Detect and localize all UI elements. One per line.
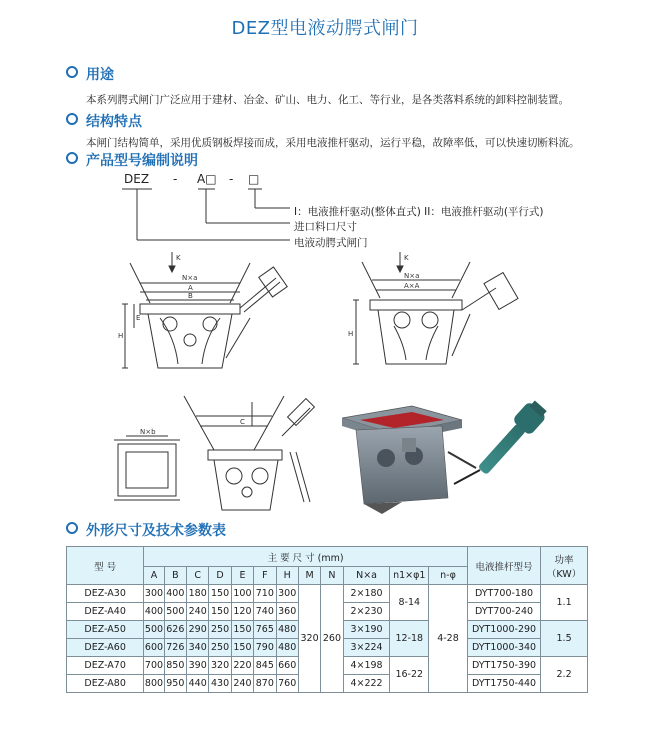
header-col: n-φ <box>429 567 468 585</box>
model-code-suffix: □ <box>248 172 260 186</box>
cell-h: 360 <box>276 603 298 621</box>
label-c: C <box>240 418 245 426</box>
cell-pusher: DYT700-180 <box>467 585 540 603</box>
cell-f: 740 <box>254 603 276 621</box>
section-heading-text: 产品型号编制说明 <box>86 153 198 169</box>
header-col: n1×φ1 <box>390 567 429 585</box>
header-col: C <box>187 567 209 585</box>
cell-pusher: DYT1750-440 <box>467 675 540 693</box>
model-code-leader-lines <box>0 0 650 260</box>
spec-table <box>66 546 588 693</box>
cell-model: DEZ-A30 <box>67 585 144 603</box>
header-col: N <box>321 567 343 585</box>
cell-b: 950 <box>164 675 186 693</box>
cell-e: 150 <box>231 639 253 657</box>
header-pusher: 电液推杆型号 <box>467 547 540 585</box>
cell-nxa: 4×222 <box>343 675 390 693</box>
label-e: E <box>136 314 141 322</box>
cell-e: 220 <box>231 657 253 675</box>
cell-nxa: 4×198 <box>343 657 390 675</box>
cell-f: 765 <box>254 621 276 639</box>
model-code-dash: - <box>229 172 234 186</box>
cell-b: 626 <box>164 621 186 639</box>
cell-n1: 8-14 <box>390 585 429 621</box>
cell-power: 1.5 <box>541 621 588 657</box>
cell-c: 440 <box>187 675 209 693</box>
cell-h: 480 <box>276 639 298 657</box>
header-col: E <box>231 567 253 585</box>
cell-pusher: DYT1000-340 <box>467 639 540 657</box>
cell-f: 870 <box>254 675 276 693</box>
technical-drawing-front-view <box>100 248 300 388</box>
cell-f: 845 <box>254 657 276 675</box>
model-code-mid: A□ <box>197 172 217 186</box>
cell-c: 180 <box>187 585 209 603</box>
cell-h: 300 <box>276 585 298 603</box>
cell-nxa: 2×230 <box>343 603 390 621</box>
cell-c: 290 <box>187 621 209 639</box>
model-code-dash: - <box>173 172 178 186</box>
cell-model: DEZ-A50 <box>67 621 144 639</box>
cell-nxa: 2×180 <box>343 585 390 603</box>
label-a: A <box>188 284 193 292</box>
header-col: H <box>276 567 298 585</box>
model-legend-drive: I：电液推杆驱动(整体直式) II：电液推杆驱动(平行式) <box>294 206 544 218</box>
header-model: 型 号 <box>67 547 144 585</box>
page-title: DEZ型电液动腭式闸门 <box>231 18 419 39</box>
header-col: F <box>254 567 276 585</box>
gate-3d-illustration <box>342 388 572 518</box>
cell-b: 500 <box>164 603 186 621</box>
technical-drawing-plan-view <box>104 392 324 522</box>
table-row <box>67 585 588 603</box>
cell-model: DEZ-A40 <box>67 603 144 621</box>
cell-f: 710 <box>254 585 276 603</box>
section-heading-table <box>66 520 226 540</box>
cell-d: 150 <box>209 585 231 603</box>
cell-model: DEZ-A70 <box>67 657 144 675</box>
cell-e: 240 <box>231 675 253 693</box>
model-legend-inlet: 进口料口尺寸 <box>294 221 357 233</box>
cell-d: 250 <box>209 639 231 657</box>
label-h: H <box>348 330 354 338</box>
label-axa: A×A <box>404 282 420 290</box>
cell-d: 430 <box>209 675 231 693</box>
section-heading-text: 结构特点 <box>86 114 142 130</box>
header-main-dims: 主 要 尺 寸 (mm) <box>144 547 468 567</box>
section-heading-text: 外形尺寸及技术参数表 <box>86 523 226 539</box>
cell-model: DEZ-A80 <box>67 675 144 693</box>
cell-a: 600 <box>144 639 164 657</box>
cell-pusher: DYT1750-390 <box>467 657 540 675</box>
label-nb: N×b <box>140 428 156 436</box>
model-code-prefix: DEZ <box>124 172 150 186</box>
cell-pusher: DYT1000-290 <box>467 621 540 639</box>
cell-pusher: DYT700-240 <box>467 603 540 621</box>
cell-n: 260 <box>321 585 343 693</box>
cell-h: 760 <box>276 675 298 693</box>
cell-m: 320 <box>298 585 320 693</box>
cell-a: 700 <box>144 657 164 675</box>
cell-model: DEZ-A60 <box>67 639 144 657</box>
header-power: 功率 （KW） <box>541 547 588 585</box>
cell-power: 1.1 <box>541 585 588 621</box>
cell-nphi: 4-28 <box>429 585 468 693</box>
structure-text: 本闸门结构简单，采用优质钢板焊接而成，采用电液推杆驱动，运行平稳，故障率低，可以快速切断料流。 <box>86 137 580 149</box>
label-k: K <box>404 254 409 262</box>
cell-a: 400 <box>144 603 164 621</box>
cell-nxa: 3×224 <box>343 639 390 657</box>
cell-b: 726 <box>164 639 186 657</box>
section-heading-text: 用途 <box>86 67 114 83</box>
cell-n1: 16-22 <box>390 657 429 693</box>
cell-d: 320 <box>209 657 231 675</box>
cell-c: 390 <box>187 657 209 675</box>
cell-nxa: 3×190 <box>343 621 390 639</box>
header-col: A <box>144 567 164 585</box>
cell-e: 120 <box>231 603 253 621</box>
label-h: H <box>118 332 124 340</box>
cell-a: 300 <box>144 585 164 603</box>
usage-text: 本系列腭式闸门广泛应用于建材、冶金、矿山、电力、化工、等行业，是各类落料系统的卸料控制装置。 <box>86 94 569 106</box>
cell-n1: 12-18 <box>390 621 429 657</box>
cell-b: 850 <box>164 657 186 675</box>
bullet-ring-icon <box>66 522 78 534</box>
label-b: B <box>188 292 193 300</box>
label-nxa: N×a <box>182 274 198 282</box>
cell-a: 500 <box>144 621 164 639</box>
header-col: D <box>209 567 231 585</box>
model-legend-type: 电液动腭式闸门 <box>294 237 368 249</box>
label-nxa: N×a <box>404 272 420 280</box>
header-col: M <box>298 567 320 585</box>
header-col: N×a <box>343 567 390 585</box>
cell-c: 340 <box>187 639 209 657</box>
cell-h: 660 <box>276 657 298 675</box>
cell-e: 150 <box>231 621 253 639</box>
cell-e: 100 <box>231 585 253 603</box>
cell-d: 250 <box>209 621 231 639</box>
cell-power: 2.2 <box>541 657 588 693</box>
cell-f: 790 <box>254 639 276 657</box>
cell-b: 400 <box>164 585 186 603</box>
header-col: B <box>164 567 186 585</box>
cell-c: 240 <box>187 603 209 621</box>
cell-a: 800 <box>144 675 164 693</box>
cell-h: 480 <box>276 621 298 639</box>
label-k: K <box>176 254 181 262</box>
technical-drawing-parallel-view <box>340 248 540 388</box>
cell-d: 150 <box>209 603 231 621</box>
